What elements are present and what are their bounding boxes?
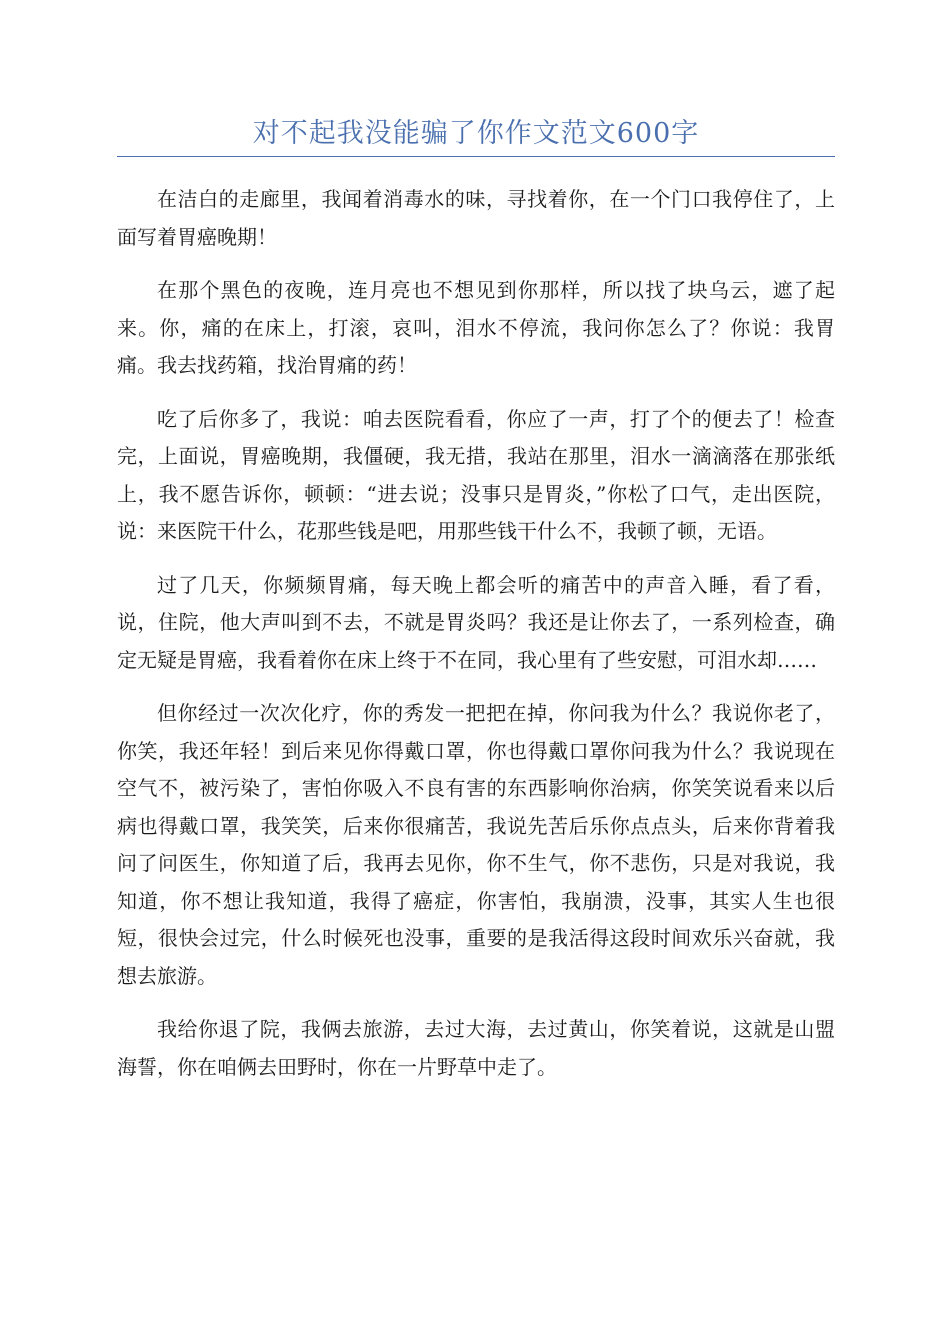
paragraph: 在洁白的走廊里，我闻着消毒水的味，寻找着你，在一个门口我停住了，上面写着胃癌晚期！ (117, 187, 835, 249)
paragraph: 但你经过一次次化疗，你的秀发一把把在掉，你问我为什么？我说你老了，你笑，我还年轻！到后来见你得戴口罩，你也得戴口罩你问我为什么？我说现在空气不，被污染了，害怕你吸入不良有害的东西影响你治病，你笑笑说看来以后病也得戴口罩，我笑笑，后来你很痛苦，我说先苦后乐你点点头，后来你背着我问了问医生，你知道了后，我再去见你，你不生气，你不悲伤，只是对我说，我知道，你不想让我知道，我得了癌症，你害怕，我崩溃，没事，其实人生也很短，很快会过完，什么时候死也没事，重要的是我活得这段时间欢乐兴奋就，我想去旅游。 (117, 701, 835, 988)
paragraph: 我给你退了院，我俩去旅游，去过大海，去过黄山，你笑着说，这就是山盟海誓，你在咱俩去田野时，你在一片野草中走了。 (117, 1017, 835, 1079)
document-page (117, 112, 835, 1102)
document-title: 对不起我没能骗了你作文范文600字 (252, 118, 700, 149)
paragraph: 在那个黑色的夜晚，连月亮也不想见到你那样，所以找了块乌云，遮了起来。你，痛的在床上，打滚，哀叫，泪水不停流，我问你怎么了？你说：我胃痛。我去找药箱，找治胃痛的药！ (117, 278, 835, 377)
paragraph: 吃了后你多了，我说：咱去医院看看，你应了一声，打了个的便去了！检查完，上面说，胃癌晚期，我僵硬，我无措，我站在那里，泪水一滴滴落在那张纸上，我不愿告诉你，顿顿：“进去说；没事只是胃炎，”你松了口气，走出医院，说：来医院干什么，花那些钱是吧，用那些钱干什么不，我顿了顿，无语。 (117, 406, 835, 543)
title-underline (117, 156, 835, 157)
paragraph: 过了几天，你频频胃痛，每天晚上都会听的痛苦中的声音入睡，看了看，说，住院，他大声叫到不去，不就是胃炎吗？我还是让你去了，一系列检查，确定无疑是胃癌，我看着你在床上终于不在同，我心里有了些安慰，可泪水却…… (117, 572, 835, 672)
document-body (117, 181, 835, 1086)
